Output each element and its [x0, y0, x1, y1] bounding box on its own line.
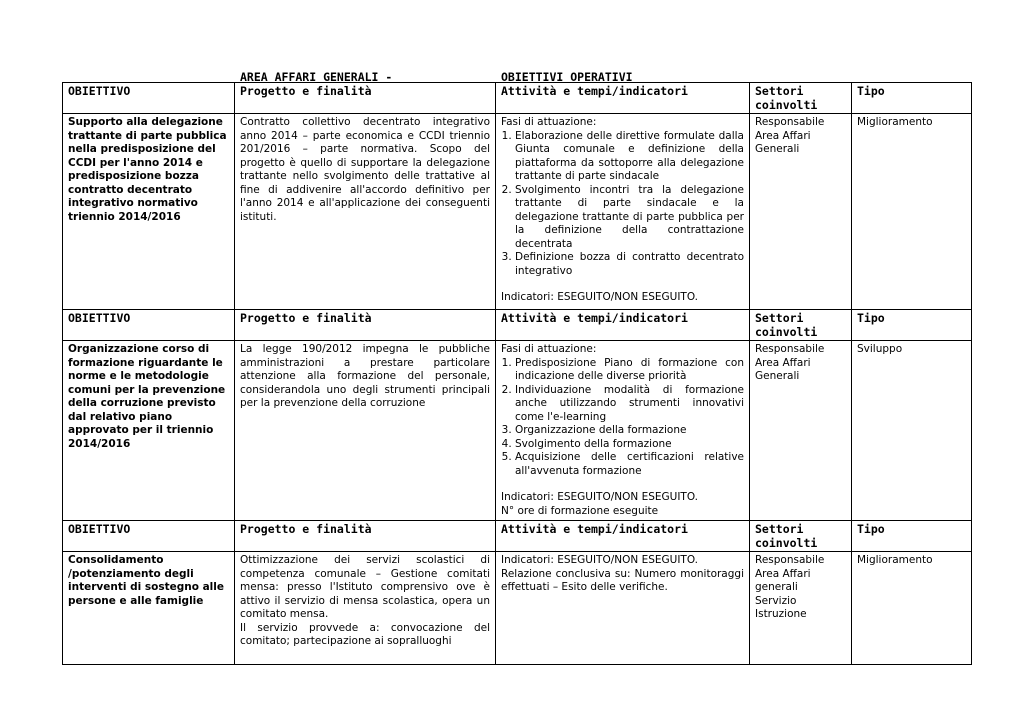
sector-line: Responsabile [755, 116, 825, 128]
area-heading: AREA AFFARI GENERALI - [240, 70, 393, 84]
project-text: Ottimizzazione dei servizi scolastici di competenza comunale – Gestione comitati mensa: presso l'Istituto comprensivo ove è attivo il servizio di mensa scolastica, opera un comitato mensa. [240, 554, 490, 620]
col-header-settori: Settori coinvolti [750, 521, 852, 552]
sector-line: Area Affari [755, 567, 811, 580]
phases-list [501, 130, 744, 279]
col-header-tipo: Tipo [852, 83, 972, 114]
list-item: 1. Predisposizione Piano di formazione con indicazione delle diverse priorità [515, 357, 744, 384]
project-text-extra: Il servizio provvede a: convocazione del comitato; partecipazione ai sopralluoghi [240, 621, 490, 646]
col-header-attivita: Attività e tempi/indicatori [496, 521, 750, 552]
indicators-extra: N° ore di formazione eseguite [501, 504, 659, 517]
table-row [63, 341, 972, 521]
sector-line: generali [755, 581, 798, 593]
project-cell: Contratto collettivo decentrato integrativo anno 2014 – parte economica e CCDI triennio 201/2016 – parte normativa. Scopo del progetto è quello di supportare la delegazione trattante nello svolgimento delle trattative al fine di addivenire all'accordo definitivo per l'anno 2014 e all'applicazione dei conseguenti istituti. [235, 114, 496, 310]
col-header-obiettivo: OBIETTIVO [63, 521, 235, 552]
sector-line: Responsabile [755, 343, 825, 355]
col-header-tipo: Tipo [852, 521, 972, 552]
list-item: 2. Individuazione modalità di formazione anche utilizzando strumenti innovativi come l'e-learning [515, 384, 744, 425]
objective-cell: Consolidamento /potenziamento degli interventi di sostegno alle persone e alle famiglie [63, 552, 235, 665]
activities-cell [496, 552, 750, 665]
col-header-obiettivo: OBIETTIVO [63, 83, 235, 114]
sector-line: Area Affari [755, 129, 811, 142]
report-text: Relazione conclusiva su: Numero monitoraggi effettuati – Esito delle verifiche. [501, 567, 744, 593]
phases-list [501, 357, 744, 479]
col-header-obiettivo: OBIETTIVO [63, 310, 235, 341]
list-item: 3. Organizzazione della formazione [515, 424, 744, 438]
header-row [63, 83, 972, 114]
indicators-text: Indicatori: ESEGUITO/NON ESEGUITO. [501, 554, 699, 566]
table-row [63, 114, 972, 310]
list-item: 5. Acquisizione delle certificazioni relative all'avvenuta formazione [515, 451, 744, 478]
document-title: OBIETTIVI OPERATIVI [501, 70, 633, 84]
objectives-table [62, 82, 972, 665]
table-row [63, 552, 972, 665]
list-item: 3. Definizione bozza di contratto decentrato integrativo [515, 251, 744, 278]
col-header-attivita: Attività e tempi/indicatori [496, 83, 750, 114]
type-cell: Miglioramento [852, 552, 972, 665]
sector-line: Generali [755, 370, 800, 382]
list-item: 2. Svolgimento incontri tra la delegazione trattante di parte sindacale e la delegazione trattante di parte pubblica per la definizione della contrattazione decentrata [515, 184, 744, 252]
sectors-cell [750, 114, 852, 310]
col-header-settori: Settori coinvolti [750, 83, 852, 114]
indicators-text: Indicatori: ESEGUITO/NON ESEGUITO. [501, 491, 699, 503]
project-cell [235, 552, 496, 665]
sector-line: Servizio Istruzione [755, 594, 807, 620]
header-row [63, 310, 972, 341]
col-header-progetto: Progetto e finalità [235, 521, 496, 552]
type-cell: Miglioramento [852, 114, 972, 310]
header-row [63, 521, 972, 552]
project-cell: La legge 190/2012 impegna le pubbliche amministrazioni a prestare particolare attenzione alla formazione del personale, considerandola uno degli strumenti principali per la prevenzione della corruzione [235, 341, 496, 521]
phases-label: Fasi di attuazione: [501, 343, 597, 355]
objective-cell: Supporto alla delegazione trattante di parte pubblica nella predisposizione del CCDI per l'anno 2014 e predisposizione bozza contratto decentrato integrativo normativo triennio 2014/2016 [63, 114, 235, 310]
col-header-tipo: Tipo [852, 310, 972, 341]
objective-cell: Organizzazione corso di formazione riguardante le norme e le metodologie comuni per la prevenzione della corruzione previsto dal relativo piano approvato per il triennio 2014/2016 [63, 341, 235, 521]
col-header-settori: Settori coinvolti [750, 310, 852, 341]
activities-cell [496, 114, 750, 310]
sectors-cell [750, 552, 852, 665]
indicators-text: Indicatori: ESEGUITO/NON ESEGUITO. [501, 291, 699, 303]
type-cell: Sviluppo [852, 341, 972, 521]
sector-line: Responsabile [755, 554, 825, 566]
col-header-attivita: Attività e tempi/indicatori [496, 310, 750, 341]
list-item: 4. Svolgimento della formazione [515, 438, 744, 452]
activities-cell [496, 341, 750, 521]
sector-line: Area Affari [755, 356, 811, 369]
list-item: 1. Elaborazione delle direttive formulate dalla Giunta comunale e definizione della piattaforma da sottoporre alla delegazione trattante di parte sindacale [515, 130, 744, 184]
sectors-cell [750, 341, 852, 521]
col-header-progetto: Progetto e finalità [235, 83, 496, 114]
sector-line: Generali [755, 143, 800, 155]
col-header-progetto: Progetto e finalità [235, 310, 496, 341]
phases-label: Fasi di attuazione: [501, 116, 597, 128]
